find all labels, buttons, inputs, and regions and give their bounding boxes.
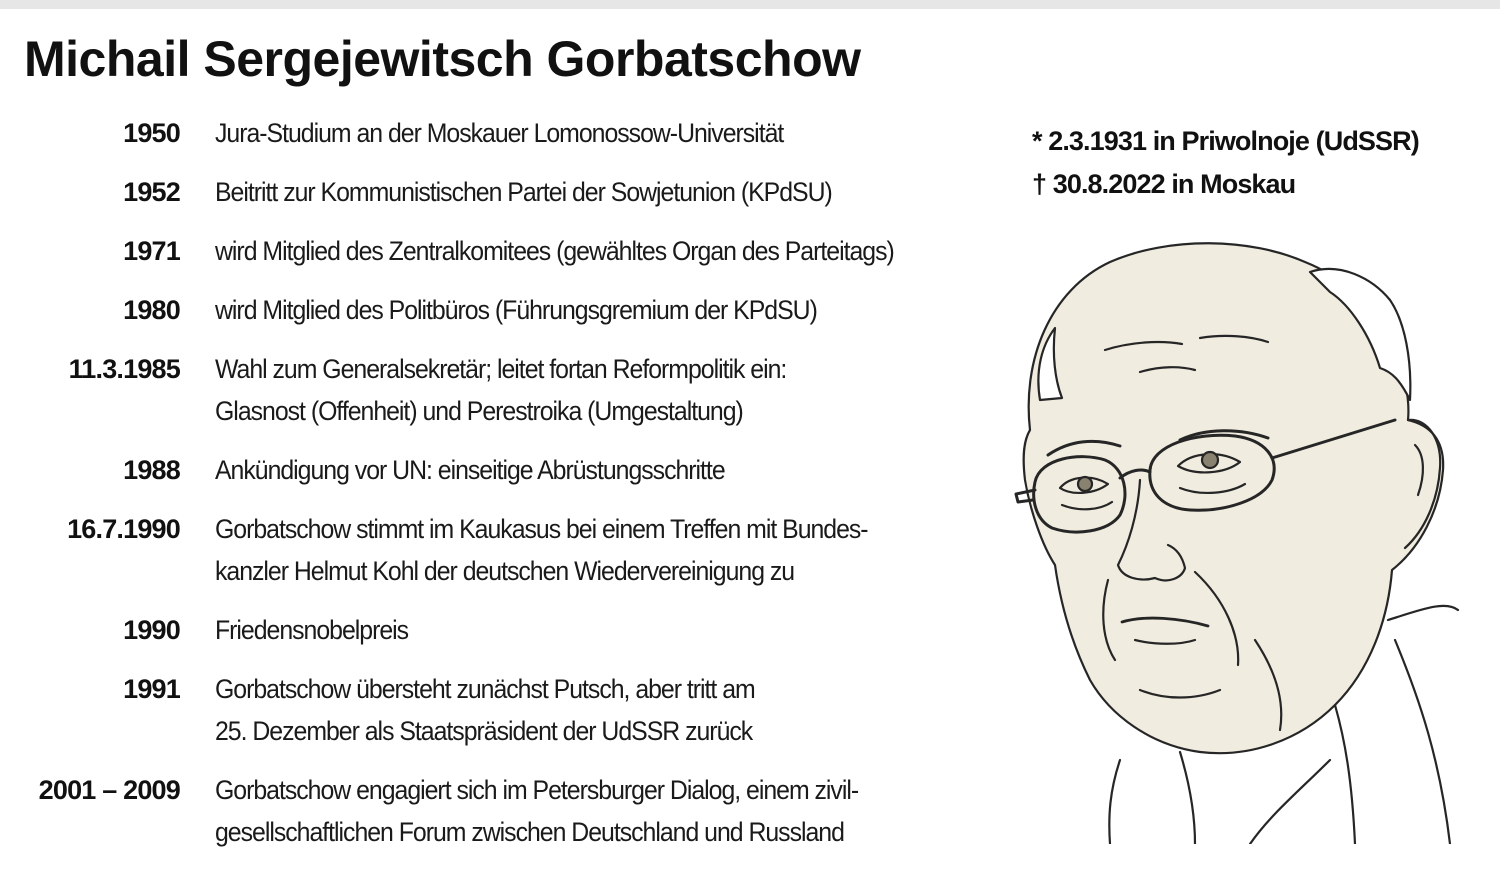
timeline [0,112,990,870]
timeline-entry [0,449,990,491]
entry-description [215,112,923,154]
entry-description-line: Friedensnobelpreis [215,615,409,645]
entry-description [215,668,923,752]
neck-outline [1335,705,1355,844]
timeline-entry [0,508,990,592]
entry-description [215,289,923,331]
entry-description [215,609,923,651]
page-title: Michail Sergejewitsch Gorbatschow [24,31,861,87]
timeline-entry [0,289,990,331]
neck-outline [1180,752,1195,844]
entry-description [215,171,923,213]
entry-description [215,348,923,432]
entry-date: 1952 [123,177,180,207]
life-dates [1032,120,1419,206]
iris-left [1078,477,1092,491]
entry-description-line: Jura-Studium an der Moskauer Lomonossow-Universität [215,118,784,148]
entry-description-line: Gorbatschow übersteht zunächst Putsch, aber tritt am [215,674,755,704]
jacket-line [1109,760,1120,844]
entry-description-line: kanzler Helmut Kohl der deutschen Wiedervereinigung zu [215,556,795,586]
timeline-entry [0,769,990,853]
entry-description-line: wird Mitglied des Politbüros (Führungsgremium der KPdSU) [215,295,817,325]
timeline-entry [0,230,990,272]
entry-date: 2001 – 2009 [38,775,180,805]
entry-date: 16.7.1990 [67,514,180,544]
entry-date: 1990 [123,615,180,645]
entry-description [215,449,923,491]
timeline-entry [0,348,990,432]
collar-outline [1388,606,1458,620]
entry-date: 1950 [123,118,180,148]
entry-description [215,230,923,272]
entry-date: 1971 [123,236,180,266]
entry-date: 1991 [123,674,180,704]
entry-date: 11.3.1985 [68,354,180,384]
top-strip [0,0,1500,9]
timeline-entry [0,171,990,213]
iris-right [1202,452,1218,468]
entry-description-line: wird Mitglied des Zentralkomitees (gewähltes Organ des Parteitags) [215,236,894,266]
entry-description-line: Gorbatschow stimmt im Kaukasus bei einem Treffen mit Bundes- [215,514,868,544]
entry-description-line: Gorbatschow engagiert sich im Petersburger Dialog, einem zivil- [215,775,859,805]
entry-description-line: Beitritt zur Kommunistischen Partei der Sowjetunion (KPdSU) [215,177,832,207]
entry-description-line: gesellschaftlichen Forum zwischen Deutschland und Russland [215,817,844,847]
portrait-illustration [1000,230,1500,844]
entry-description-line: Wahl zum Generalsekretär; leitet fortan Reformpolitik ein: [215,354,787,384]
shirt-collar [1250,760,1330,844]
timeline-entry [0,609,990,651]
entry-description-line: 25. Dezember als Staatspräsident der UdSSR zurück [215,716,753,746]
entry-date: 1980 [123,295,180,325]
timeline-entry [0,112,990,154]
entry-description [215,769,923,853]
shoulder-outline [1395,640,1450,844]
death-date: † 30.8.2022 in Moskau [1032,169,1296,199]
entry-description-line: Ankündigung vor UN: einseitige Abrüstungsschritte [215,455,725,485]
entry-date: 1988 [123,455,180,485]
birth-date: * 2.3.1931 in Priwolnoje (UdSSR) [1032,126,1419,156]
entry-description [215,508,923,592]
entry-description-line: Glasnost (Offenheit) und Perestroika (Umgestaltung) [215,396,743,426]
timeline-entry [0,668,990,752]
